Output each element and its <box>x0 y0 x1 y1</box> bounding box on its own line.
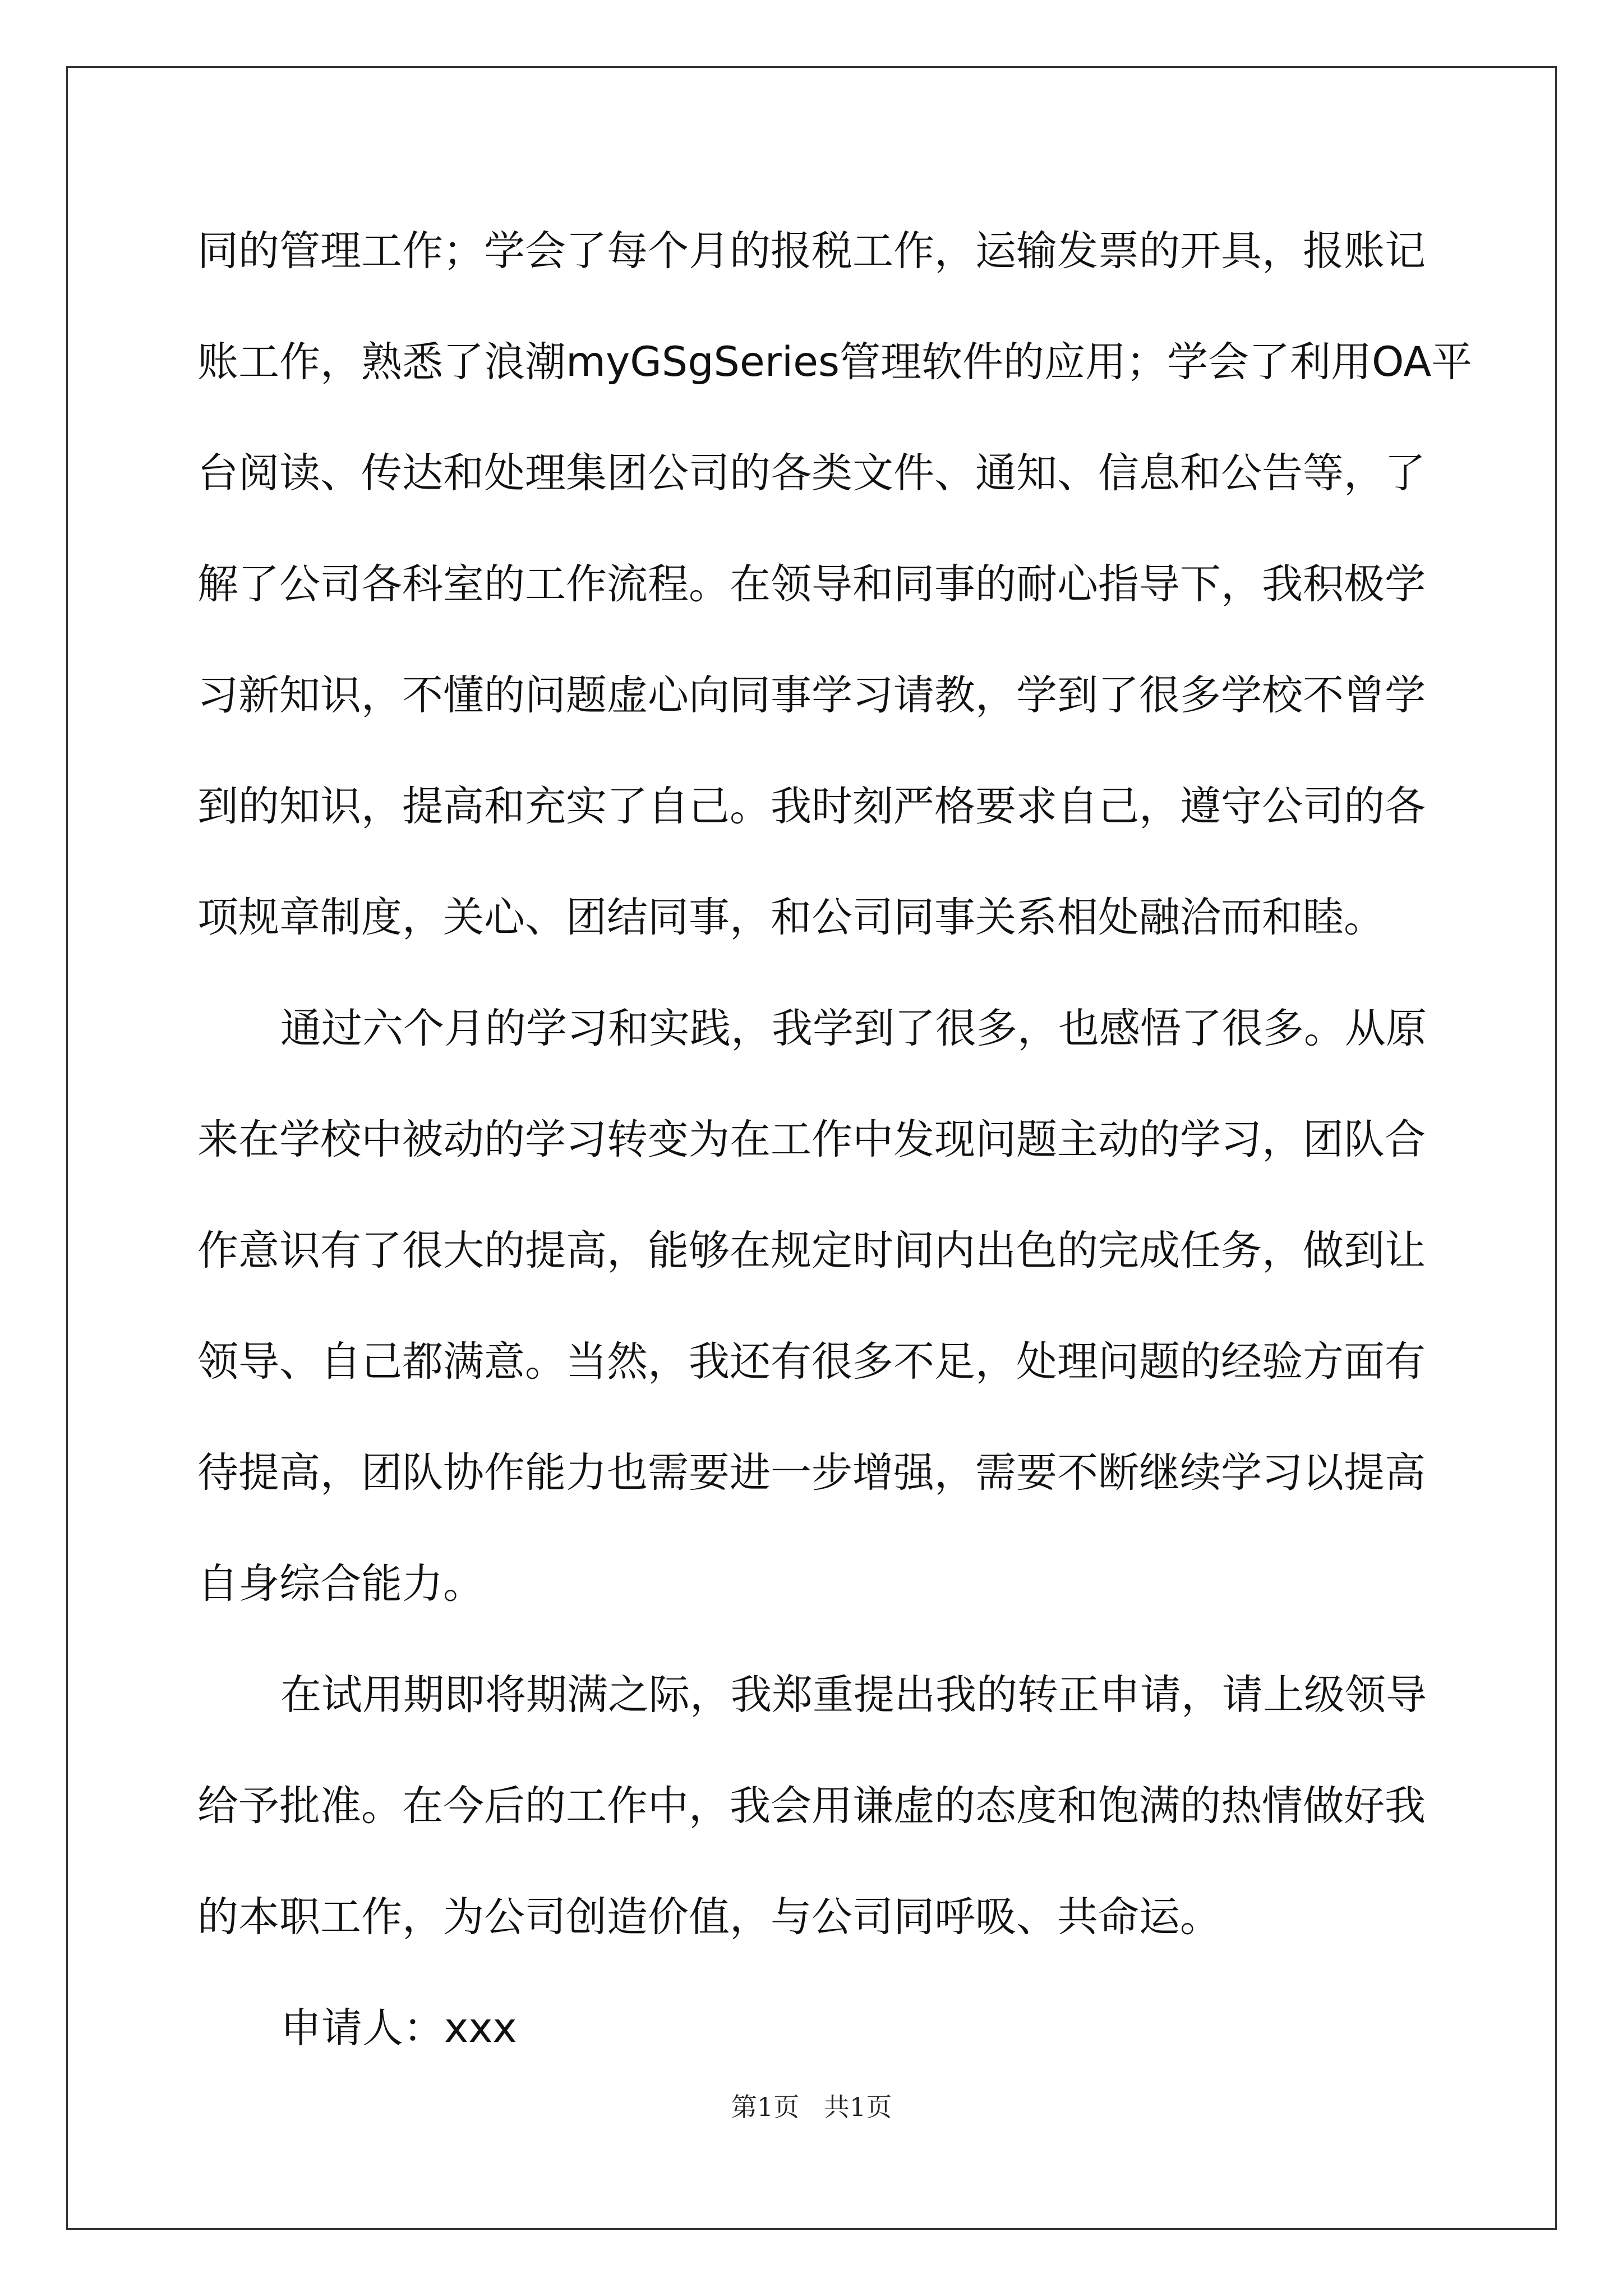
paragraph-1 <box>197 218 1473 995</box>
paragraph-2 <box>197 995 1427 1662</box>
text-line: 的本职工作，为公司创造价值，与公司同呼吸、共命运。 <box>197 1893 1221 1941</box>
text-line: 台阅读、传达和处理集团公司的各类文件、通知、信息和公告等，了 <box>197 449 1426 497</box>
text-line: 项规章制度，关心、团结同事，和公司同事关系相处融洽而和睦。 <box>197 894 1385 941</box>
text-line: 通过六个月的学习和实践，我学到了很多，也感悟了很多。从原 <box>280 1005 1427 1052</box>
text-line: 同的管理工作；学会了每个月的报税工作，运输发票的开具，报账记 <box>197 227 1426 275</box>
text-line: 来在学校中被动的学习转变为在工作中发现问题主动的学习，团队合 <box>197 1116 1426 1163</box>
paragraph-3 <box>197 1662 1427 1995</box>
text-line: 账工作，熟悉了浪潮myGSgSeries管理软件的应用；学会了利用OA平 <box>197 338 1473 386</box>
text-line: 作意识有了很大的提高，能够在规定时间内出色的完成任务，做到让 <box>197 1227 1426 1274</box>
text-line: 自身综合能力。 <box>197 1560 484 1608</box>
text-line: 待提高，团队协作能力也需要进一步增强，需要不断继续学习以提高 <box>197 1449 1426 1497</box>
page-number: 第1页 共1页 <box>731 2092 892 2122</box>
text-line: 在试用期即将期满之际，我郑重提出我的转正申请，请上级领导 <box>280 1671 1427 1719</box>
applicant-signature: 申请人：xxx <box>280 2004 517 2052</box>
document-body <box>197 218 1473 2106</box>
text-line: 到的知识，提高和充实了自己。我时刻严格要求自己，遵守公司的各 <box>197 783 1426 830</box>
text-line: 解了公司各科室的工作流程。在领导和同事的耐心指导下，我积极学 <box>197 560 1426 608</box>
text-line: 给予批准。在今后的工作中，我会用谦虚的态度和饱满的热情做好我 <box>197 1782 1426 1830</box>
page-footer <box>0 2087 1623 2124</box>
text-line: 习新知识，不懂的问题虚心向同事学习请教，学到了很多学校不曾学 <box>197 671 1426 719</box>
text-line: 领导、自己都满意。当然，我还有很多不足，处理问题的经验方面有 <box>197 1338 1426 1386</box>
